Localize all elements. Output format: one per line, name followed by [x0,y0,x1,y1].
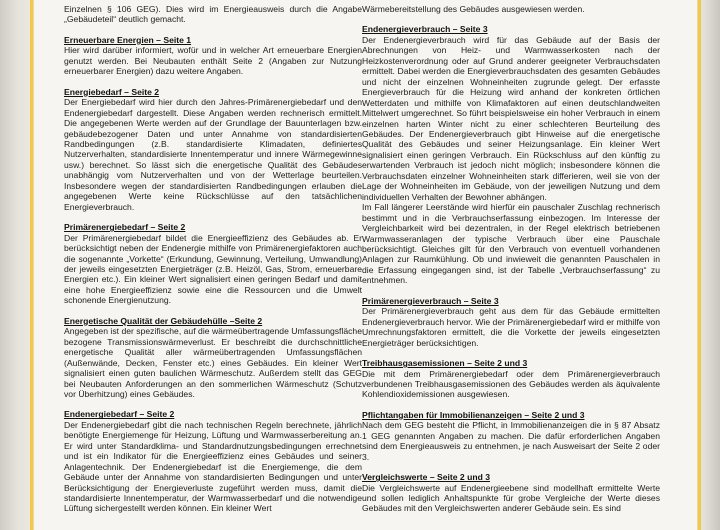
section-heading: Primärenergiebedarf – Seite 2 [64,222,186,233]
section-body: Angegeben ist der spezifische, auf die wärmeübertragende Umfassungsfläche bezogene Transmissionswärmeverlust. Er beschreibt die durchschnittliche energetische Qualität aller wärmeübertragenden Umfassungsflächen (Außenwände, Decken, Fenster etc.) eines Gebäudes. Ein kleiner Wert signalisiert einen guten baulichen Wärmeschutz. Außerdem stellt das GEG bei Neubauten Anforderungen an den sommerlichen Wärmeschutz (Schutz vor Überhitzung) eines Gebäudes. [64,326,362,399]
section-heading: Endenergiebedarf – Seite 2 [64,409,175,420]
section-pflichtangaben [362,410,660,462]
section-body: Der Endenergiebedarf gibt die nach technischen Regeln berechnete, jährlich benötigte Energiemenge für Heizung, Lüftung und Warmwasserbereitung an. Er wird unter Standardklima- und Standardnutzungsbedingungen errechnet und ist ein Indikator für die Energieeffizienz eines Gebäudes und seiner Anlagentechnik. Der Endenergiebedarf ist die Energiemenge, die dem Gebäude unter der Annahme von standardisierten Bedingungen und unter Berücksichtigung der Energieverluste zugeführt werden muss, damit die standardisierte Innentemperatur, der Warmwasserbedarf und die notwendige Lüftung sichergestellt werden können. Ein kleiner Wert [64,419,362,514]
section-body: Der Energiebedarf wird hier durch den Jahres-Primärenergiebedarf und den Endenergiebedarf dargestellt. Diese Angaben werden rechnerisch ermittelt. Die angegebenen Werte werden auf der Grundlage der Bauunterlagen bzw. gebäudebezogener Daten und unter Annahme von standardisierten Randbedingungen (z.B. standardisierte Klimadaten, definiertes Nutzerverhalten, standardisierte Innentemperatur und innere Wärmegewinne usw.) berechnet. So lässt sich die energetische Qualität des Gebäudes unabhängig vom Nutzerverhalten und von der Wetterlage beurteilen. Insbesondere wegen der standardisierten Randbedingungen erlauben die angegebenen Werte keine Rückschlüsse auf den tatsächlichen Energieverbrauch. [64,97,362,212]
right-intro: Wärmebereitstellung des Gebäudes ausgewiesen werden. [362,4,585,14]
section-body: Die mit dem Primärenergiebedarf oder dem Primärenergieverbrauch verbundenen Treibhausgasemissionen des Gebäudes werden als äquivalente Kohlendioxidemissionen ausgewiesen. [362,368,660,400]
section-erneuerbare-energien [64,35,362,77]
section-endenergiebedarf [64,409,362,514]
section-heading: Energetische Qualität der Gebäudehülle –Seite 2 [64,315,263,326]
section-vergleichswerte [362,472,660,514]
section-heading: Primärenergieverbrauch – Seite 3 [362,295,499,306]
section-primaerenergiebedarf [64,222,362,306]
section-heading: Vergleichswerte – Seite 2 und 3 [362,472,491,483]
section-body: Die Vergleichswerte auf Endenergieebene sind modellhaft ermittelte Werte und sollen lediglich Anhaltspunkte für grobe Vergleiche der Werte dieses Gebäudes mit den Vergleichswerten anderer Gebäude sein. Es sind [362,482,660,514]
section-heading: Treibhausgasemissionen – Seite 2 und 3 [362,358,528,369]
section-primaerenergieverbrauch [362,296,660,348]
left-intro: Einzelnen § 106 GEG). Dies wird im Energieausweis durch die Angabe „Gebäudeteil“ deutlich gemacht. [64,4,362,25]
section-body: Der Primärenergieverbrauch geht aus dem für das Gebäude ermittelten Endenergieverbrauch hervor. Wie der Primärenergiebedarf wird er mithilfe von Umrechnungsfaktoren ermittelt, die die Vorkette der jeweils eingesetzten Energieträger berücksichtigen. [362,306,660,348]
section-treibhausgasemissionen [362,358,660,400]
section-heading: Pflichtangaben für Immobilienanzeigen – Seite 2 und 3 [362,409,585,420]
section-body: Der Endenergieverbrauch wird für das Gebäude auf der Basis der Abrechnungen von Heiz- und Warmwasserkosten nach der Heizkostenverordnung oder auf Grund anderer geeigneter Verbrauchsdaten ermittelt. Dabei werden die Energieverbrauchsdaten des gesamten Gebäudes und nicht der einzelnen Wohneinheiten zugrunde gelegt. Der erfasste Energieverbrauch für die Heizung wird anhand der konkreten örtlichen Wetterdaten und mithilfe von Klimafaktoren auf einen deutschlandweiten Mittelwert umgerechnet. So führt beispielsweise ein hoher Verbrauch in einem einzelnen harten Winter nicht zu einer schlechteren Beurteilung des Gebäudes. Der Endenergieverbrauch gibt Hinweise auf die energetische Qualität des Gebäudes und seiner Heizungsanlage. Ein kleiner Wert signalisiert einen geringen Verbrauch. Ein Rückschluss auf den künftig zu erwartenden Verbrauch ist jedoch nicht möglich; insbesondere können die Verbrauchsdaten einzelner Wohneinheiten stark differieren, weil sie von der Lage der Wohneinheiten im Gebäude, von der jeweiligen Nutzung und dem individuellen Verhalten der Bewohner abhängen. Im Fall längerer Leerstände wird hierfür ein pauschaler Zuschlag rechnerisch bestimmt und in die Verbrauchserfassung einbezogen. Im Interesse der Vergleichbarkeit wird bei dezentralen, in der Regel elektrisch betriebenen Warmwasseranlagen der typische Verbrauch über eine Pauschale berücksichtigt. Gleiches gilt für den Verbrauch von eventuell vorhandenen Anlagen zur Raumkühlung. Ob und inwieweit die genannten Pauschalen in die Erfassung eingegangen sind, ist der Tabelle „Verbrauchserfassung“ zu entnehmen. [362,34,660,286]
section-body: Nach dem GEG besteht die Pflicht, in Immobilienanzeigen die in § 87 Absatz 1 GEG genannten Angaben zu machen. Die dafür erforderlichen Angaben sind dem Energieausweis zu entnehmen, je nach Ausweisart der Seite 2 oder 3. [362,420,660,462]
section-endenergieverbrauch [362,24,660,285]
section-gebaeudehuelle [64,316,362,400]
section-energiebedarf [64,87,362,212]
left-column [64,4,362,524]
section-body: Der Primärenergiebedarf bildet die Energieeffizienz des Gebäudes ab. Er berücksichtigt neben der Endenergie mithilfe von Primärenergiefaktoren auch die sogenannte „Vorkette“ (Erkundung, Gewinnung, Verteilung, Umwandlung) der jeweils eingesetzten Energieträger (z.B. Heizöl, Gas, Strom, erneuerbare Energien etc.). Ein kleiner Wert signalisiert einen geringen Bedarf und damit eine hohe Energieeffizienz sowie eine die Ressourcen und die Umwelt schonende Energienutzung. [64,232,362,306]
right-column [362,4,660,524]
section-heading: Endenergieverbrauch – Seite 3 [362,24,488,35]
section-heading: Erneuerbare Energien – Seite 1 [64,34,192,45]
section-body: Hier wird darüber informiert, wofür und in welcher Art erneuerbare Energien genutzt werden. Bei Neubauten enthält Seite 2 (Angaben zur Nutzung erneuerbarer Energien) dazu weitere Angaben. [64,45,362,77]
section-heading: Energiebedarf – Seite 2 [64,86,160,97]
